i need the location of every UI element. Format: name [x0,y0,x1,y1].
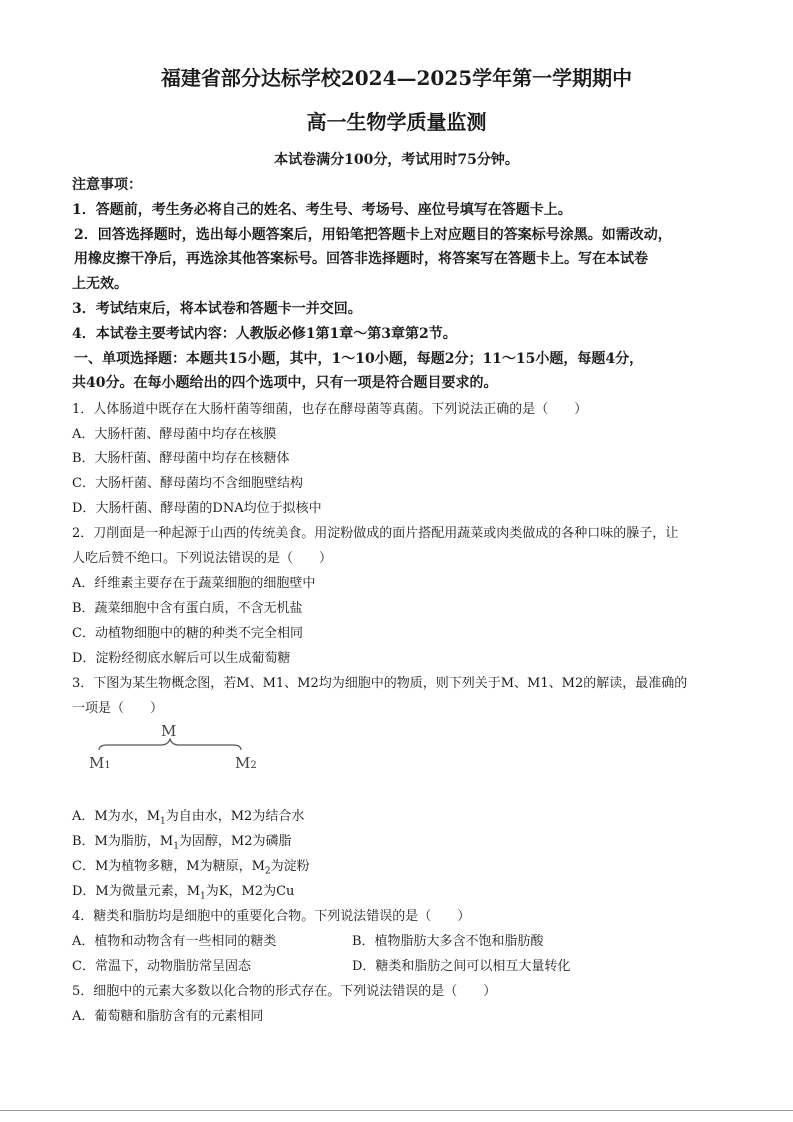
section-heading-line2: 共40分。在每小题给出的四个选项中，只有一项是符合题目要求的。 [72,375,498,391]
diagram-node-m1: M1 [89,754,111,772]
notes-heading: 注意事项： [72,177,142,193]
question-2-stem-line1: 2．刀削面是一种起源于山西的传统美食。用淀粉做成的面片搭配用蔬菜或肉类做成的各种口味的臊子，让 [72,526,679,541]
question-4-stem: 4．糖类和脂肪均是细胞中的重要化合物。下列说法错误的是（ ） [72,909,471,924]
note-item: 4．本试卷主要考试内容：人教版必修1第1章～第3章第2节。 [72,326,457,342]
score-info: 本试卷满分100分，考试用时75分钟。 [274,152,519,168]
question-1-option: A．大肠杆菌、酵母菌中均存在核膜 [72,427,277,442]
diagram-node-m: M [161,722,177,740]
question-1-option: C．大肠杆菌、酵母菌均不含细胞壁结构 [72,476,303,491]
concept-diagram [85,718,275,778]
question-1-option: B．大肠杆菌、酵母菌中均存在核糖体 [72,451,290,466]
exam-title-line2: 高一生物学质量监测 [306,110,487,134]
page-bottom-divider [0,1110,793,1111]
question-2-option: C．动植物细胞中的糖的种类不完全相同 [72,626,303,641]
note-item: 2．回答选择题时，选出每小题答案后，用铅笔把答题卡上对应题目的答案标号涂黑。如需改动， [74,227,672,243]
question-3-stem-line2: 一项是（ ） [72,701,164,716]
question-5-stem: 5．细胞中的元素大多数以化合物的形式存在。下列说法错误的是（ ） [72,984,497,999]
exam-title-line1: 福建省部分达标学校2024—2025学年第一学期期中 [160,66,633,90]
note-item: 上无效。 [72,276,128,292]
question-3-option-b: B．M为脂肪，$M_1$为固醇，M2为磷脂 [72,834,292,852]
question-5-option-a: A．葡萄糖和脂肪含有的元素相同 [72,1009,264,1024]
question-2-option: B．蔬菜细胞中含有蛋白质，不含无机盐 [72,601,303,616]
question-1-stem: 1．人体肠道中既存在大肠杆菌等细菌，也存在酵母菌等真菌。下列说法正确的是（ ） [72,402,588,417]
question-3-option-d: D．M为微量元素，$M_1$为K，M2为Cu [72,884,295,902]
section-heading-line1: 一、单项选择题：本题共15小题，其中，1～10小题，每题2分；11～15小题，每题4分， [74,351,644,367]
question-3-option-c: C．M为植物多糖，M为糖原，$M_2$为淀粉 [72,859,310,877]
question-4-option-c: C．常温下，动物脂肪常呈固态 [72,959,251,974]
question-4-option-d: D．糖类和脂肪之间可以相互大量转化 [352,959,571,974]
diagram-brace [97,738,243,752]
question-1-option: D．大肠杆菌、酵母菌的DNA均位于拟核中 [72,501,322,516]
question-3-option-a: A．M为水，$M_1$为自由水，M2为结合水 [72,809,305,827]
question-2-option: A．纤维素主要存在于蔬菜细胞的细胞壁中 [72,576,316,591]
diagram-node-m2: M2 [235,754,257,772]
question-4-option-b: B．植物脂肪大多含不饱和脂肪酸 [352,934,544,949]
note-item: 用橡皮擦干净后，再选涂其他答案标号。回答非选择题时，将答案写在答题卡上。写在本试卷 [74,251,648,267]
question-4-option-a: A．植物和动物含有一些相同的糖类 [72,934,277,949]
note-item: 1．答题前，考生务必将自己的姓名、考生号、考场号、座位号填写在答题卡上。 [72,202,572,218]
question-3-stem-line1: 3．下图为某生物概念图，若M、M1、M2均为细胞中的物质，则下列关于M、M1、M2的解读，最准确的 [72,676,688,691]
question-2-option: D．淀粉经彻底水解后可以生成葡萄糖 [72,651,291,666]
question-2-stem-line2: 人吃后赞不绝口。下列说法错误的是（ ） [72,551,333,566]
note-item: 3．考试结束后，将本试卷和答题卡一并交回。 [72,301,362,317]
